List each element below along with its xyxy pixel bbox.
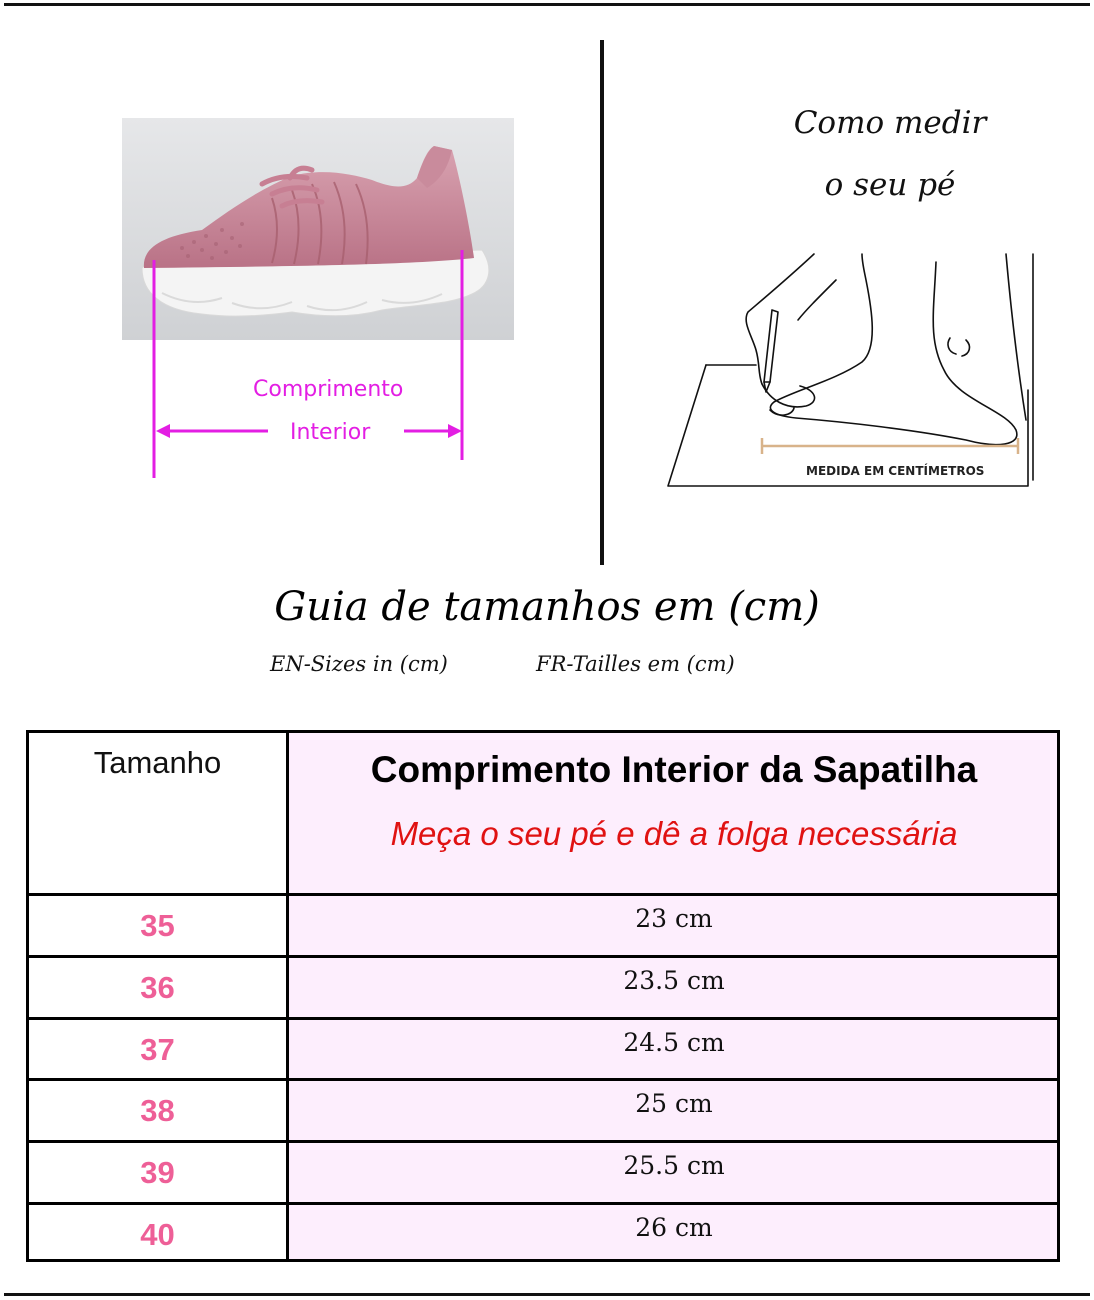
guide-title: Guia de tamanhos em (cm) [274, 584, 820, 630]
length-value: 23 cm [635, 904, 713, 933]
foot-measuring-illustration [666, 250, 1038, 492]
table-row [29, 1143, 1057, 1202]
how-to-line1: Como medir [793, 105, 987, 141]
length-value: 25.5 cm [623, 1151, 725, 1180]
guide-subtitle-en: EN-Sizes in (cm) [270, 652, 448, 676]
drawing-caption: MEDIDA EM CENTÍMETROS [806, 464, 985, 478]
length-value: 24.5 cm [623, 1028, 725, 1057]
vertical-divider [600, 40, 604, 565]
size-value: 36 [140, 970, 175, 1005]
size-value: 38 [140, 1093, 175, 1128]
length-value: 23.5 cm [623, 966, 725, 995]
top-rule [4, 3, 1090, 6]
length-annotation [140, 240, 480, 490]
bottom-rule [4, 1293, 1090, 1296]
how-to-measure-heading [760, 92, 1020, 216]
header-note: Meça o seu pé e dê a folga necessária [390, 815, 958, 852]
size-table [26, 730, 1060, 1262]
size-value: 40 [140, 1217, 175, 1252]
size-value: 37 [140, 1032, 175, 1067]
size-value: 39 [140, 1155, 175, 1190]
table-row [29, 896, 1057, 955]
header-size: Tamanho [93, 745, 222, 780]
length-label-line1: Comprimento [253, 377, 404, 402]
table-row [29, 958, 1057, 1017]
header-length: Comprimento Interior da Sapatilha [370, 749, 978, 790]
table-row [29, 1205, 1057, 1264]
length-label-line2: Interior [290, 420, 371, 445]
length-value: 25 cm [635, 1089, 713, 1118]
size-value: 35 [140, 908, 175, 943]
table-row [29, 1081, 1057, 1140]
how-to-line2: o seu pé [824, 167, 956, 203]
table-row [29, 1020, 1057, 1079]
guide-subtitle-fr: FR-Tailles em (cm) [536, 652, 735, 676]
length-value: 26 cm [635, 1213, 713, 1242]
